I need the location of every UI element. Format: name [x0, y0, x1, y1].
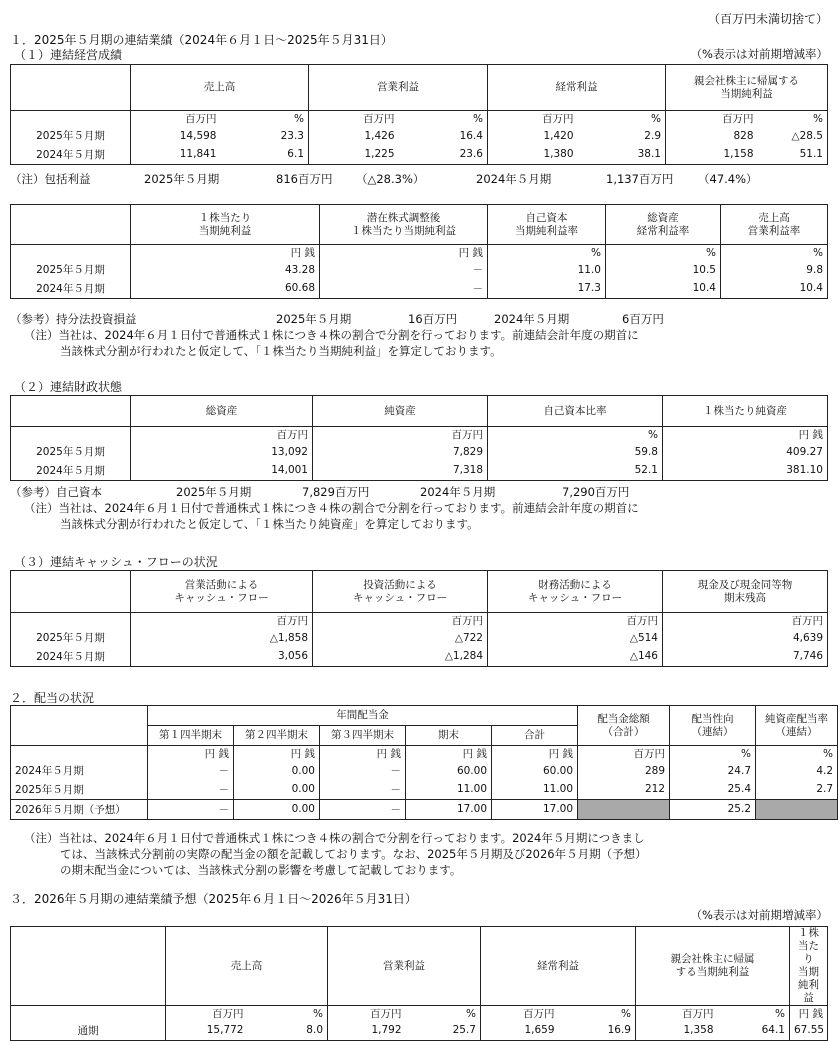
value-cell: 2.9 [644, 129, 661, 142]
value-cell: 1,420 [488, 126, 578, 145]
value-cell: 25.4 [670, 780, 756, 799]
row-label: 通期 [77, 1024, 99, 1037]
header-eps: １株当たり 当期純利益 [790, 927, 828, 1006]
equity-method-label: （参考）持分法投資損益 [10, 312, 137, 326]
header-eps: １株当たり 当期純利益 [131, 205, 320, 245]
value-cell: 16.4 [459, 129, 483, 142]
dividend-note-line-3: の期末配当金については、当該株式分割の影響を考慮して記載しております。 [60, 863, 462, 877]
value-cell: △722 [313, 628, 488, 647]
unit-cell: 百万円 [488, 613, 663, 629]
value-cell: 17.00 [406, 799, 492, 819]
value-cell: 60.68 [131, 279, 320, 298]
comprehensive-income-label: （注）包括利益 [10, 172, 91, 186]
unit-cell: 百万円 [131, 427, 313, 443]
unit-cell: % [294, 112, 304, 125]
unit-cell: 円 銭 [234, 746, 320, 762]
unit-cell: 円 銭 [131, 245, 320, 261]
header-ordinary-profit: 経常利益 [481, 927, 636, 1006]
row-label: 2025年５月期 [36, 632, 105, 644]
cash-flow-title: （３）連結キャッシュ・フローの状況 [14, 555, 218, 569]
header-net-assets: 純資産 [313, 396, 488, 427]
value-cell: 4,639 [663, 628, 828, 647]
row-label: 2024年５月期 [36, 282, 105, 295]
header-operating-profit: 営業利益 [309, 65, 488, 111]
stock-split-note-line-2: 当該株式分割が行われたと仮定して、「１株当たり当期純利益」を算定しております。 [60, 344, 502, 358]
shareholders-equity-value-1: 7,829百万円 [302, 485, 370, 499]
unit-cell: % [621, 1007, 631, 1020]
value-cell: － [320, 799, 406, 819]
header-investing-cf: 投資活動による キャッシュ・フロー [313, 571, 488, 613]
value-cell: 1,358 [636, 1021, 718, 1040]
per-share-ratios-table [10, 204, 828, 299]
value-cell: 59.8 [488, 442, 663, 461]
header-cash-balance: 現金及び現金同等物 期末残高 [663, 571, 828, 613]
header-ordinary-profit: 経常利益 [488, 65, 666, 111]
unit-cell: % [313, 1007, 323, 1020]
value-cell: 289 [578, 761, 670, 780]
unit-cell: 百万円 [131, 613, 313, 629]
header-q2-end: 第２四半期末 [234, 726, 320, 746]
value-cell: 11.00 [492, 780, 578, 799]
value-cell: 17.00 [492, 799, 578, 819]
header-roe: 自己資本 当期純利益率 [488, 205, 606, 245]
row-label: 2024年５月期 [15, 765, 84, 777]
unit-cell: % [488, 427, 663, 443]
unit-note: （百万円未満切捨て） [707, 12, 828, 26]
value-cell: △514 [488, 628, 663, 647]
bps-note-line-1: （注）当社は、2024年６月１日付で普通株式１株につき４株の割合で分割を行っております。前連結会計年度の期首に [24, 501, 639, 515]
cash-flow-table [10, 570, 828, 667]
value-cell: △1,858 [131, 628, 313, 647]
value-cell: － [320, 260, 488, 279]
table-row [11, 628, 828, 647]
forecast-pct-note: （%表示は対前期増減率） [690, 908, 828, 922]
value-cell: 51.1 [799, 148, 823, 161]
row-label: 2026年５月期（予想） [15, 803, 126, 816]
unit-cell: 百万円 [636, 1006, 718, 1022]
header-total-dividends: 配当金総額 （合計） [578, 706, 670, 746]
value-cell: － [148, 799, 234, 819]
comprehensive-income-change-2: （47.4%） [698, 172, 758, 186]
value-cell: 1,426 [309, 126, 399, 145]
unit-cell: 百万円 [481, 1006, 559, 1022]
value-cell: 10.5 [606, 260, 721, 279]
value-cell: △28.5 [791, 129, 823, 142]
section-1-title: １．2025年５月期の連結業績（2024年６月１日～2025年５月31日） [10, 33, 393, 47]
header-q3-end: 第３四半期末 [320, 726, 406, 746]
equity-method-period-2: 2024年５月期 [494, 312, 570, 326]
value-cell: 11.0 [488, 260, 606, 279]
unit-cell: 百万円 [578, 746, 670, 762]
unit-cell: 百万円 [313, 613, 488, 629]
value-cell: 4.2 [756, 761, 838, 780]
unit-cell: 百万円 [663, 613, 828, 629]
table-row [11, 442, 828, 461]
label-header [11, 65, 131, 111]
value-cell: 0.00 [234, 761, 320, 780]
unit-cell: % [813, 112, 823, 125]
value-cell: 6.1 [287, 148, 304, 161]
shareholders-equity-period-2: 2024年５月期 [420, 485, 496, 499]
value-cell: 23.3 [280, 129, 304, 142]
header-payout-ratio: 配当性向 （連結） [670, 706, 756, 746]
shaded-cell [756, 799, 838, 819]
value-cell: 43.28 [131, 260, 320, 279]
unit-cell: % [466, 1007, 476, 1020]
comprehensive-income-value-2: 1,137百万円 [606, 172, 674, 186]
value-cell: 23.6 [459, 148, 483, 161]
dividend-note-line-1: （注）当社は、2024年６月１日付で普通株式１株につき４株の割合で分割を行っております。2024年５月期につきまし [24, 831, 645, 845]
value-cell: 212 [578, 780, 670, 799]
value-cell: 17.3 [488, 279, 606, 298]
comprehensive-income-period-2: 2024年５月期 [476, 172, 552, 186]
unit-cell: % [606, 245, 721, 261]
unit-cell: 百万円 [488, 111, 578, 127]
table-row [11, 780, 838, 799]
dividend-note-line-2: ては、当該株式分割前の実際の配当金の額を記載しております。なお、2025年５月期及び2026年５月期（予想） [60, 847, 647, 861]
row-label: 2025年５月期 [36, 130, 105, 142]
value-cell: 38.1 [637, 148, 661, 161]
unit-cell: 円 銭 [320, 245, 488, 261]
shareholders-equity-value-2: 7,290百万円 [562, 485, 630, 499]
header-annual-dividend: 年間配当金 [148, 706, 578, 726]
shareholders-equity-label: （参考）自己資本 [10, 485, 102, 499]
header-operating-margin: 売上高 営業利益率 [721, 205, 828, 245]
value-cell: 0.00 [234, 799, 320, 819]
header-operating-profit: 営業利益 [328, 927, 481, 1006]
consolidated-results-title: （１）連結経営成績 [14, 48, 123, 62]
header-sales: 売上高 [131, 65, 309, 111]
unit-cell: 円 銭 [790, 1006, 828, 1022]
row-label: 2024年５月期 [36, 148, 105, 161]
pct-change-note: （%表示は対前期増減率） [690, 47, 828, 61]
financial-position-table [10, 395, 828, 481]
table-row [11, 279, 828, 298]
header-diluted-eps: 潜在株式調整後 １株当たり当期純利益 [320, 205, 488, 245]
unit-cell: % [670, 746, 756, 762]
value-cell: 11,841 [131, 145, 221, 164]
unit-cell: % [775, 1007, 785, 1020]
stock-split-note-line-1: （注）当社は、2024年６月１日付で普通株式１株につき４株の割合で分割を行っております。前連結会計年度の期首に [24, 328, 639, 342]
value-cell: 409.27 [663, 442, 828, 461]
table-row [11, 799, 838, 819]
value-cell: 2.7 [756, 780, 838, 799]
value-cell: 10.4 [721, 279, 828, 298]
value-cell: 14,001 [131, 461, 313, 480]
value-cell: 15,772 [166, 1021, 248, 1040]
row-label: 2024年５月期 [36, 464, 105, 477]
value-cell: 11.00 [406, 780, 492, 799]
equity-method-value-2: 6百万円 [622, 312, 664, 326]
comprehensive-income-change-1: （△28.3%） [356, 172, 425, 186]
header-roa: 総資産 経常利益率 [606, 205, 721, 245]
row-label: 2025年５月期 [36, 264, 105, 276]
unit-cell: 円 銭 [320, 746, 406, 762]
value-cell: 8.0 [306, 1024, 323, 1037]
unit-cell: 百万円 [328, 1006, 406, 1022]
table-row [11, 145, 828, 164]
header-financing-cf: 財務活動による キャッシュ・フロー [488, 571, 663, 613]
value-cell: △1,284 [313, 647, 488, 666]
value-cell: 60.00 [492, 761, 578, 780]
value-cell: 67.55 [790, 1021, 828, 1040]
value-cell: 1,792 [328, 1021, 406, 1040]
header-net-income: 親会社株主に帰属 する当期純利益 [636, 927, 790, 1006]
header-total: 合計 [492, 726, 578, 746]
value-cell: 25.2 [670, 799, 756, 819]
row-label: 2025年５月期 [15, 783, 84, 796]
header-q1-end: 第１四半期末 [148, 726, 234, 746]
comprehensive-income-period-1: 2025年５月期 [144, 172, 220, 186]
header-doe: 純資産配当率 （連結） [756, 706, 838, 746]
value-cell: 7,746 [663, 647, 828, 666]
value-cell: 9.8 [721, 260, 828, 279]
value-cell: 1,380 [488, 145, 578, 164]
operating-results-table [10, 64, 828, 165]
value-cell: 16.9 [607, 1024, 631, 1037]
equity-method-period-1: 2025年５月期 [276, 312, 352, 326]
value-cell: 7,829 [313, 442, 488, 461]
header-bps: １株当たり純資産 [663, 396, 828, 427]
header-equity-ratio: 自己資本比率 [488, 396, 663, 427]
value-cell: 828 [666, 126, 758, 145]
equity-method-value-1: 16百万円 [408, 312, 458, 326]
header-total-assets: 総資産 [131, 396, 313, 427]
comprehensive-income-value-1: 816百万円 [276, 172, 333, 186]
dividends-title: ２．配当の状況 [10, 691, 95, 705]
unit-cell: % [756, 746, 838, 762]
value-cell: 52.1 [488, 461, 663, 480]
value-cell: 13,092 [131, 442, 313, 461]
header-net-income: 親会社株主に帰属する 当期純利益 [666, 65, 828, 111]
table-row [11, 461, 828, 480]
unit-cell: 円 銭 [492, 746, 578, 762]
value-cell: 3,056 [131, 647, 313, 666]
header-operating-cf: 営業活動による キャッシュ・フロー [131, 571, 313, 613]
value-cell: 25.7 [452, 1024, 476, 1037]
value-cell: － [148, 780, 234, 799]
value-cell: 1,158 [666, 145, 758, 164]
table-row [11, 126, 828, 145]
unit-cell: 百万円 [666, 111, 758, 127]
shareholders-equity-period-1: 2025年５月期 [176, 485, 252, 499]
financial-position-title: （２）連結財政状態 [14, 380, 123, 394]
forecast-table [10, 926, 828, 1041]
unit-cell: 円 銭 [663, 427, 828, 443]
header-sales: 売上高 [166, 927, 328, 1006]
row-label: 2024年５月期 [36, 650, 105, 663]
unit-cell: 円 銭 [406, 746, 492, 762]
value-cell: 64.1 [761, 1024, 785, 1037]
value-cell: 10.4 [606, 279, 721, 298]
forecast-title: ３．2026年５月期の連結業績予想（2025年６月１日～2026年５月31日） [10, 892, 417, 906]
unit-cell: 百万円 [166, 1006, 248, 1022]
unit-cell: 百万円 [131, 111, 221, 127]
value-cell: 1,659 [481, 1021, 559, 1040]
row-label: 2025年５月期 [36, 446, 105, 458]
value-cell: 0.00 [234, 780, 320, 799]
value-cell: 7,318 [313, 461, 488, 480]
bps-note-line-2: 当該株式分割が行われたと仮定して、「１株当たり純資産」を算定しております。 [60, 517, 479, 531]
value-cell: － [320, 780, 406, 799]
unit-cell: % [651, 112, 661, 125]
table-row [11, 761, 838, 780]
value-cell: － [320, 761, 406, 780]
table-row [11, 260, 828, 279]
value-cell: 60.00 [406, 761, 492, 780]
unit-cell: 円 銭 [148, 746, 234, 762]
unit-cell: % [473, 112, 483, 125]
unit-cell: % [721, 245, 828, 261]
value-cell: 14,598 [131, 126, 221, 145]
value-cell: 1,225 [309, 145, 399, 164]
value-cell: － [148, 761, 234, 780]
table-row [11, 647, 828, 666]
shaded-cell [578, 799, 670, 819]
value-cell: △146 [488, 647, 663, 666]
unit-cell: % [488, 245, 606, 261]
value-cell: 381.10 [663, 461, 828, 480]
dividends-table [10, 705, 838, 820]
unit-cell: 百万円 [313, 427, 488, 443]
unit-cell: 百万円 [309, 111, 399, 127]
value-cell: 24.7 [670, 761, 756, 780]
value-cell: － [320, 279, 488, 298]
header-year-end: 期末 [406, 726, 492, 746]
